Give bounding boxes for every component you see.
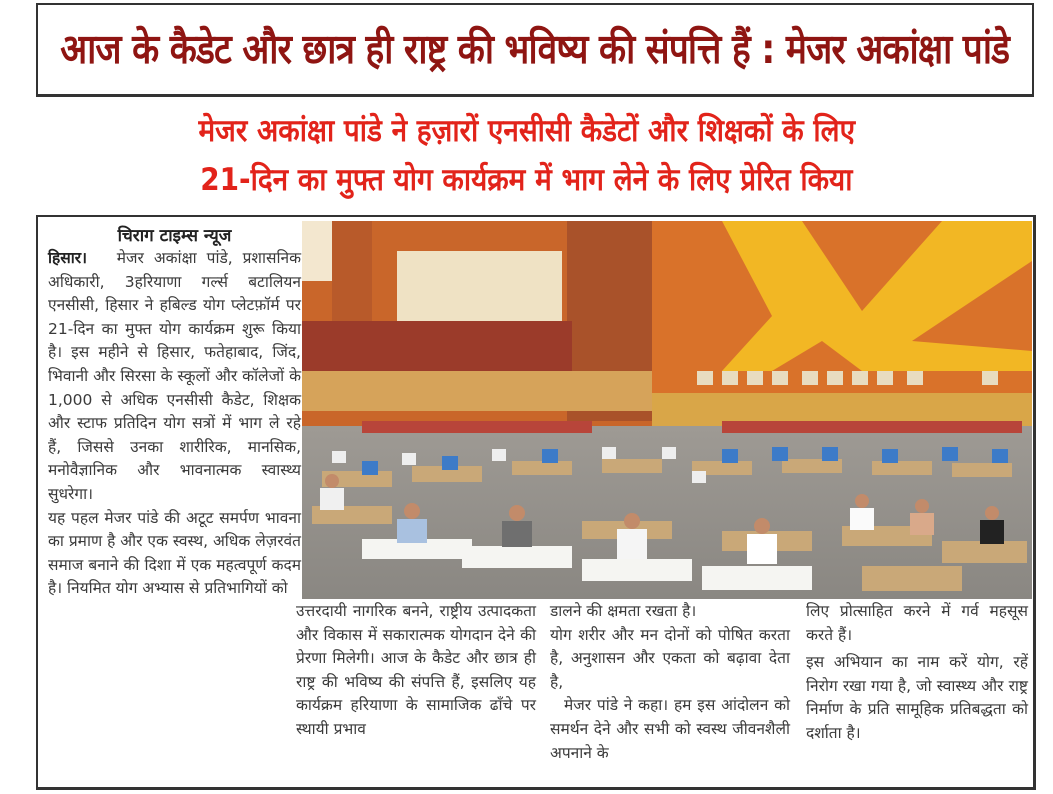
paragraph-1-text: मेजर अकांक्षा पांडे, प्रशासनिक अधिकारी, 3हरियाणा गर्ल्स बटालियन एनसीसी, हिसार ने हबिल्ड योग प्लेटफ़ॉर्म पर 21-दिन का मुफ्त योग कार्यक्रम शुरू किया है। इस महीने से हिसार, फतेहाबाद, जिंद, भिवानी और सिरसा के स्कूलों और कॉलेजों के 1,000 से अधिक एनसीसी कैडेट, शिक्षक और स्टाफ प्रतिदिन योग सत्रों में भाग ले रहे हैं, जिससे उनका शारीरिक, मानसिक, मनोवैज्ञानिक और भावनात्मक स्वास्थ्य सुधरेगा। — [48, 249, 301, 503]
subheadline-text-2: 21-दिन का मुफ्त योग कार्यक्रम में भाग लेने के लिए प्रेरित किया — [200, 162, 853, 198]
article-column-3 — [550, 600, 790, 765]
article-column-2 — [296, 600, 536, 742]
article-column-1 — [48, 225, 301, 601]
paragraph-4: डालने की क्षमता रखता है। — [550, 602, 697, 620]
article-box — [36, 215, 1036, 790]
byline: चिराग टाइम्स न्यूज — [117, 226, 232, 246]
headline: आज के कैडेट और छात्र ही राष्ट्र की भविष्य की संपत्ति हैं : मेजर अकांक्षा पांडे — [60, 25, 1010, 73]
article-photo — [302, 221, 1032, 599]
article-column-4 — [806, 600, 1028, 746]
paragraph-6: मेजर पांडे ने कहा। हम इस आंदोलन को समर्थन देने और सभी को स्वस्थ जीवनशैली अपनाने के — [550, 696, 790, 762]
paragraph-5: योग शरीर और मन दोनों को पोषित करता है, अनुशासन और एकता को बढ़ावा देता है, — [550, 625, 790, 691]
paragraph-2: यह पहल मेजर पांडे की अटूट समर्पण भावना का प्रमाण है और एक स्वस्थ, अधिक लेज़रवंत समाज बनाने की दिशा में एक महत्वपूर्ण कदम है। नियमित योग अभ्यास से प्रतिभागियों को — [48, 508, 301, 598]
paragraph-7: लिए प्रोत्साहित करने में गर्व महसूस करते हैं। — [806, 602, 1028, 644]
dateline: हिसार। — [48, 249, 87, 267]
subheadline-line-1 — [0, 113, 1053, 149]
paragraph-8: इस अभियान का नाम करें योग, रहें निरोग रखा गया है, जो स्वास्थ्य और राष्ट्र निर्माण के प्रति सामूहिक प्रतिबद्धता को दर्शाता है। — [806, 653, 1028, 742]
paragraph-1 — [48, 247, 301, 507]
subheadline-text-1: मेजर अकांक्षा पांडे ने हज़ारों एनसीसी कैडेटों और शिक्षकों के लिए — [198, 113, 855, 149]
yoga-hall-photo — [302, 221, 1032, 599]
subheadline-line-2 — [0, 162, 1053, 198]
headline-box — [36, 3, 1034, 97]
paragraph-3: उत्तरदायी नागरिक बनने, राष्ट्रीय उत्पादकता और विकास में सकारात्मक योगदान देने की प्रेरणा मिलेगी। आज के कैडेट और छात्र ही राष्ट्र की भविष्य की संपत्ति हैं, इसलिए यह कार्यक्रम हरियाणा के सामाजिक ढाँचे पर स्थायी प्रभाव — [296, 602, 536, 738]
